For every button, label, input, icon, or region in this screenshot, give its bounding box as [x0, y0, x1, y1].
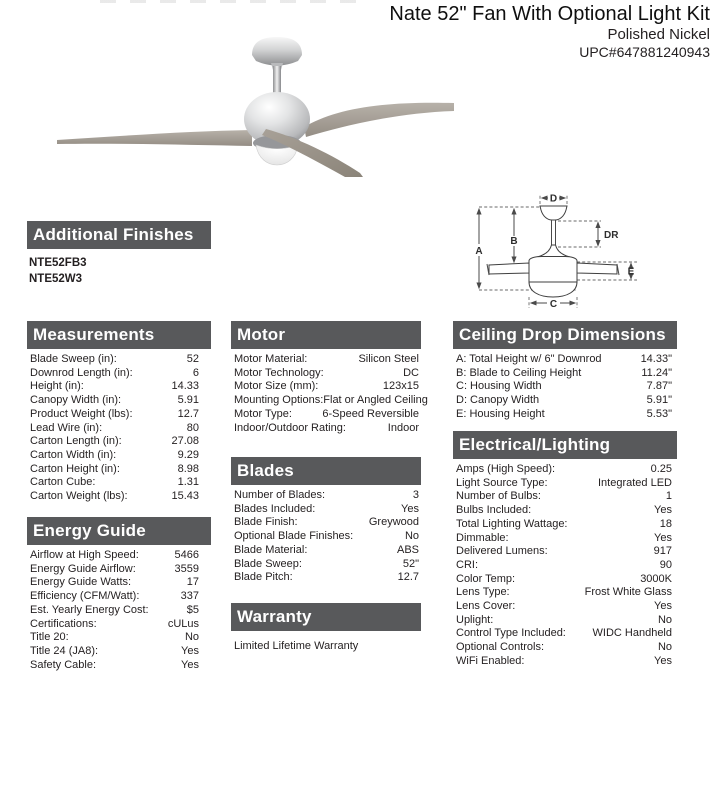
spec-row — [30, 645, 211, 659]
spec-label: Downrod Length (in): — [30, 366, 133, 379]
spec-row — [234, 353, 421, 367]
spec-label: Title 20: — [30, 631, 69, 644]
spec-row — [30, 449, 211, 463]
spec-row — [456, 545, 677, 559]
section-additional-finishes — [27, 221, 211, 287]
spec-row — [30, 476, 211, 490]
spec-row — [456, 353, 677, 367]
measurements-rows — [27, 353, 211, 504]
fan-blade-right — [304, 103, 454, 137]
spec-value: No — [404, 530, 419, 543]
spec-row — [456, 408, 677, 422]
section-header-ceiling-drop: Ceiling Drop Dimensions — [453, 321, 677, 349]
dimension-diagram — [458, 186, 710, 318]
spec-label: Amps (High Speed): — [456, 463, 556, 475]
spec-value: 27.08 — [171, 435, 199, 448]
diagram-label-d: D — [549, 193, 558, 205]
spec-label: Efficiency (CFM/Watt): — [30, 590, 140, 603]
motor-rows — [231, 353, 428, 435]
diagram-label-dr: DR — [604, 230, 619, 241]
spec-value: 5.53" — [646, 407, 672, 420]
spec-value: DC — [403, 366, 419, 379]
spec-value: $5 — [186, 603, 199, 616]
spec-row — [30, 563, 211, 577]
spec-row — [456, 586, 677, 600]
spec-value: 3000K — [640, 572, 672, 585]
spec-row — [30, 618, 211, 632]
spec-value: Yes — [654, 531, 672, 544]
spec-value: ABS — [396, 543, 419, 556]
spec-row — [234, 503, 421, 517]
spec-value: 5466 — [174, 549, 199, 561]
spec-value: cULus — [167, 617, 199, 630]
spec-value: 6 — [192, 366, 199, 379]
spec-value: 52" — [402, 557, 419, 570]
spec-label: Title 24 (JA8): — [30, 644, 99, 657]
section-electrical — [453, 431, 677, 669]
spec-label: Blade Material: — [234, 543, 308, 556]
spec-label: Control Type Included: — [456, 627, 566, 640]
spec-label: Lead Wire (in): — [30, 421, 103, 434]
spec-label: Motor Material: — [234, 353, 308, 365]
section-motor — [231, 321, 428, 435]
spec-label: Motor Type: — [234, 407, 292, 420]
spec-label: Uplight: — [456, 613, 494, 626]
spec-label: Motor Technology: — [234, 366, 324, 379]
spec-row — [456, 655, 677, 669]
spec-label: Blade Sweep: — [234, 557, 302, 570]
spec-row — [456, 504, 677, 518]
spec-row — [456, 614, 677, 628]
spec-label: Lens Cover: — [456, 600, 516, 613]
spec-value: Yes — [181, 644, 199, 657]
spec-row — [30, 435, 211, 449]
diagram-label-e: E — [627, 266, 635, 278]
spec-label: Height (in): — [30, 380, 84, 393]
spec-row — [30, 463, 211, 477]
section-energy-guide — [27, 517, 211, 672]
product-title: Nate 52" Fan With Optional Light Kit — [389, 3, 710, 25]
spec-row — [456, 518, 677, 532]
spec-label: Energy Guide Airflow: — [30, 562, 136, 575]
spec-row — [30, 659, 211, 673]
cropped-logo-edge — [100, 0, 360, 3]
spec-value: Flat or Angled Ceiling — [323, 394, 428, 407]
spec-label: Lens Type: — [456, 586, 510, 599]
spec-label: Carton Height (in): — [30, 462, 120, 475]
spec-value: Frost White Glass — [584, 586, 672, 599]
spec-value: 917 — [653, 545, 672, 558]
spec-label: Light Source Type: — [456, 476, 548, 489]
spec-label: Carton Width (in): — [30, 448, 117, 461]
section-header-motor: Motor — [231, 321, 421, 349]
spec-value: No — [657, 613, 672, 626]
spec-value: 15.43 — [171, 490, 199, 503]
spec-label: Certifications: — [30, 617, 97, 630]
spec-row — [30, 604, 211, 618]
section-ceiling-drop — [453, 321, 677, 422]
spec-label: Blade Pitch: — [234, 571, 293, 584]
spec-row — [30, 394, 211, 408]
spec-row — [30, 353, 211, 367]
spec-value: 14.33 — [171, 380, 199, 393]
spec-label: Carton Length (in): — [30, 435, 122, 448]
spec-value: Greywood — [368, 516, 419, 529]
spec-value: Integrated LED — [598, 476, 672, 489]
spec-row — [30, 590, 211, 604]
spec-value: Yes — [181, 658, 199, 671]
spec-value: 5.91 — [177, 394, 199, 407]
spec-label: D: Canopy Width — [456, 394, 540, 407]
spec-row — [456, 573, 677, 587]
spec-row — [30, 422, 211, 436]
finish-item: NTE52FB3 — [29, 257, 87, 269]
spec-label: A: Total Height w/ 6" Downrod — [456, 353, 602, 365]
diagram-fan-outline — [487, 206, 619, 297]
spec-row — [30, 576, 211, 590]
product-finish: Polished Nickel — [607, 26, 710, 43]
section-header-blades: Blades — [231, 457, 421, 485]
spec-value: 12.7 — [177, 407, 199, 420]
spec-label: Total Lighting Wattage: — [456, 517, 568, 530]
section-measurements — [27, 321, 211, 504]
spec-value: 52 — [186, 353, 199, 365]
diagram-label-c: C — [549, 298, 558, 310]
spec-row — [456, 477, 677, 491]
spec-value: 337 — [180, 590, 199, 603]
spec-label: Airflow at High Speed: — [30, 549, 139, 561]
spec-value: No — [657, 641, 672, 654]
spec-row — [456, 463, 677, 477]
spec-label: Motor Size (mm): — [234, 380, 319, 393]
ceiling-drop-rows — [453, 353, 677, 422]
spec-label: Product Weight (lbs): — [30, 407, 133, 420]
spec-label: Blade Sweep (in): — [30, 353, 117, 365]
spec-label: Dimmable: — [456, 531, 509, 544]
product-photo — [40, 30, 470, 205]
electrical-rows — [453, 463, 677, 669]
spec-value: Yes — [654, 600, 672, 613]
spec-value: 14.33" — [640, 353, 672, 365]
spec-row — [30, 631, 211, 645]
spec-label: Safety Cable: — [30, 658, 97, 671]
blades-rows — [231, 489, 421, 585]
section-blades — [231, 457, 421, 585]
spec-label: Carton Weight (lbs): — [30, 490, 128, 503]
spec-label: B: Blade to Ceiling Height — [456, 366, 582, 379]
section-header-measurements: Measurements — [27, 321, 211, 349]
spec-label: Est. Yearly Energy Cost: — [30, 603, 149, 616]
spec-row — [456, 532, 677, 546]
spec-label: Delivered Lumens: — [456, 545, 548, 558]
finish-item: NTE52W3 — [29, 273, 83, 285]
spec-value: 1 — [665, 490, 672, 503]
diagram-label-b: B — [510, 236, 518, 247]
warranty-text: Limited Lifetime Warranty — [234, 640, 359, 652]
spec-row — [234, 380, 421, 394]
spec-label: Optional Controls: — [456, 641, 545, 654]
fan-blade-left — [57, 130, 252, 146]
finish-list — [27, 255, 211, 287]
spec-value: 3559 — [174, 562, 199, 575]
spec-row — [234, 530, 421, 544]
spec-value: Yes — [654, 504, 672, 517]
spec-value: 1.31 — [177, 476, 199, 489]
diagram-label-a: A — [475, 246, 483, 257]
spec-value: 6-Speed Reversible — [322, 407, 419, 420]
spec-value: 0.25 — [650, 463, 672, 475]
spec-value: Yes — [654, 654, 672, 667]
spec-value: No — [184, 631, 199, 644]
spec-row — [30, 549, 211, 563]
spec-label: Indoor/Outdoor Rating: — [234, 421, 346, 434]
spec-value: 90 — [659, 558, 672, 571]
spec-row — [234, 571, 421, 585]
spec-row — [456, 641, 677, 655]
spec-label: E: Housing Height — [456, 407, 545, 420]
spec-label: Bulbs Included: — [456, 504, 532, 517]
spec-row — [234, 489, 421, 503]
section-header-electrical: Electrical/Lighting — [453, 431, 677, 459]
spec-value: 5.91" — [646, 394, 672, 407]
spec-row — [456, 394, 677, 408]
spec-row — [234, 544, 421, 558]
spec-label: CRI: — [456, 558, 478, 571]
spec-value: 7.87" — [646, 380, 672, 393]
spec-row — [234, 394, 428, 408]
spec-value: Indoor — [387, 421, 419, 434]
spec-value: 3 — [412, 489, 419, 501]
spec-value: 8.98 — [177, 462, 199, 475]
spec-row — [234, 367, 421, 381]
spec-value: WIDC Handheld — [592, 627, 672, 640]
spec-label: Blade Finish: — [234, 516, 298, 529]
spec-row — [30, 408, 211, 422]
spec-row — [30, 367, 211, 381]
spec-label: Canopy Width (in): — [30, 394, 122, 407]
spec-value: Yes — [401, 502, 419, 515]
spec-value: 9.29 — [177, 448, 199, 461]
spec-value: 80 — [186, 421, 199, 434]
spec-row — [234, 558, 421, 572]
spec-value: 18 — [659, 517, 672, 530]
spec-row — [30, 380, 211, 394]
spec-label: C: Housing Width — [456, 380, 542, 393]
spec-label: Color Temp: — [456, 572, 516, 585]
product-upc: UPC#647881240943 — [579, 44, 710, 60]
energy-guide-rows — [27, 549, 211, 672]
spec-label: Mounting Options: — [234, 394, 324, 407]
spec-value: 123x15 — [382, 380, 419, 393]
spec-value: 11.24" — [641, 366, 672, 379]
spec-row — [456, 627, 677, 641]
spec-row — [30, 490, 211, 504]
spec-row — [456, 600, 677, 614]
spec-value: 17 — [186, 576, 199, 589]
spec-label: Blades Included: — [234, 502, 316, 515]
section-header-warranty: Warranty — [231, 603, 421, 631]
spec-label: Number of Bulbs: — [456, 490, 541, 503]
spec-label: Optional Blade Finishes: — [234, 530, 354, 543]
spec-row — [234, 516, 421, 530]
spec-value: 12.7 — [397, 571, 419, 584]
spec-row — [456, 490, 677, 504]
spec-row — [234, 422, 421, 436]
section-header-energy-guide: Energy Guide — [27, 517, 211, 545]
spec-label: WiFi Enabled: — [456, 654, 525, 667]
spec-label: Carton Cube: — [30, 476, 96, 489]
spec-row — [456, 559, 677, 573]
fan-canopy — [252, 37, 302, 70]
section-header-additional-finishes: Additional Finishes — [27, 221, 211, 249]
spec-row — [234, 408, 421, 422]
spec-label: Energy Guide Watts: — [30, 576, 132, 589]
spec-label: Number of Blades: — [234, 489, 326, 501]
spec-row — [456, 380, 677, 394]
section-warranty — [231, 603, 421, 652]
spec-value: Silicon Steel — [358, 353, 419, 365]
spec-row — [456, 367, 677, 381]
